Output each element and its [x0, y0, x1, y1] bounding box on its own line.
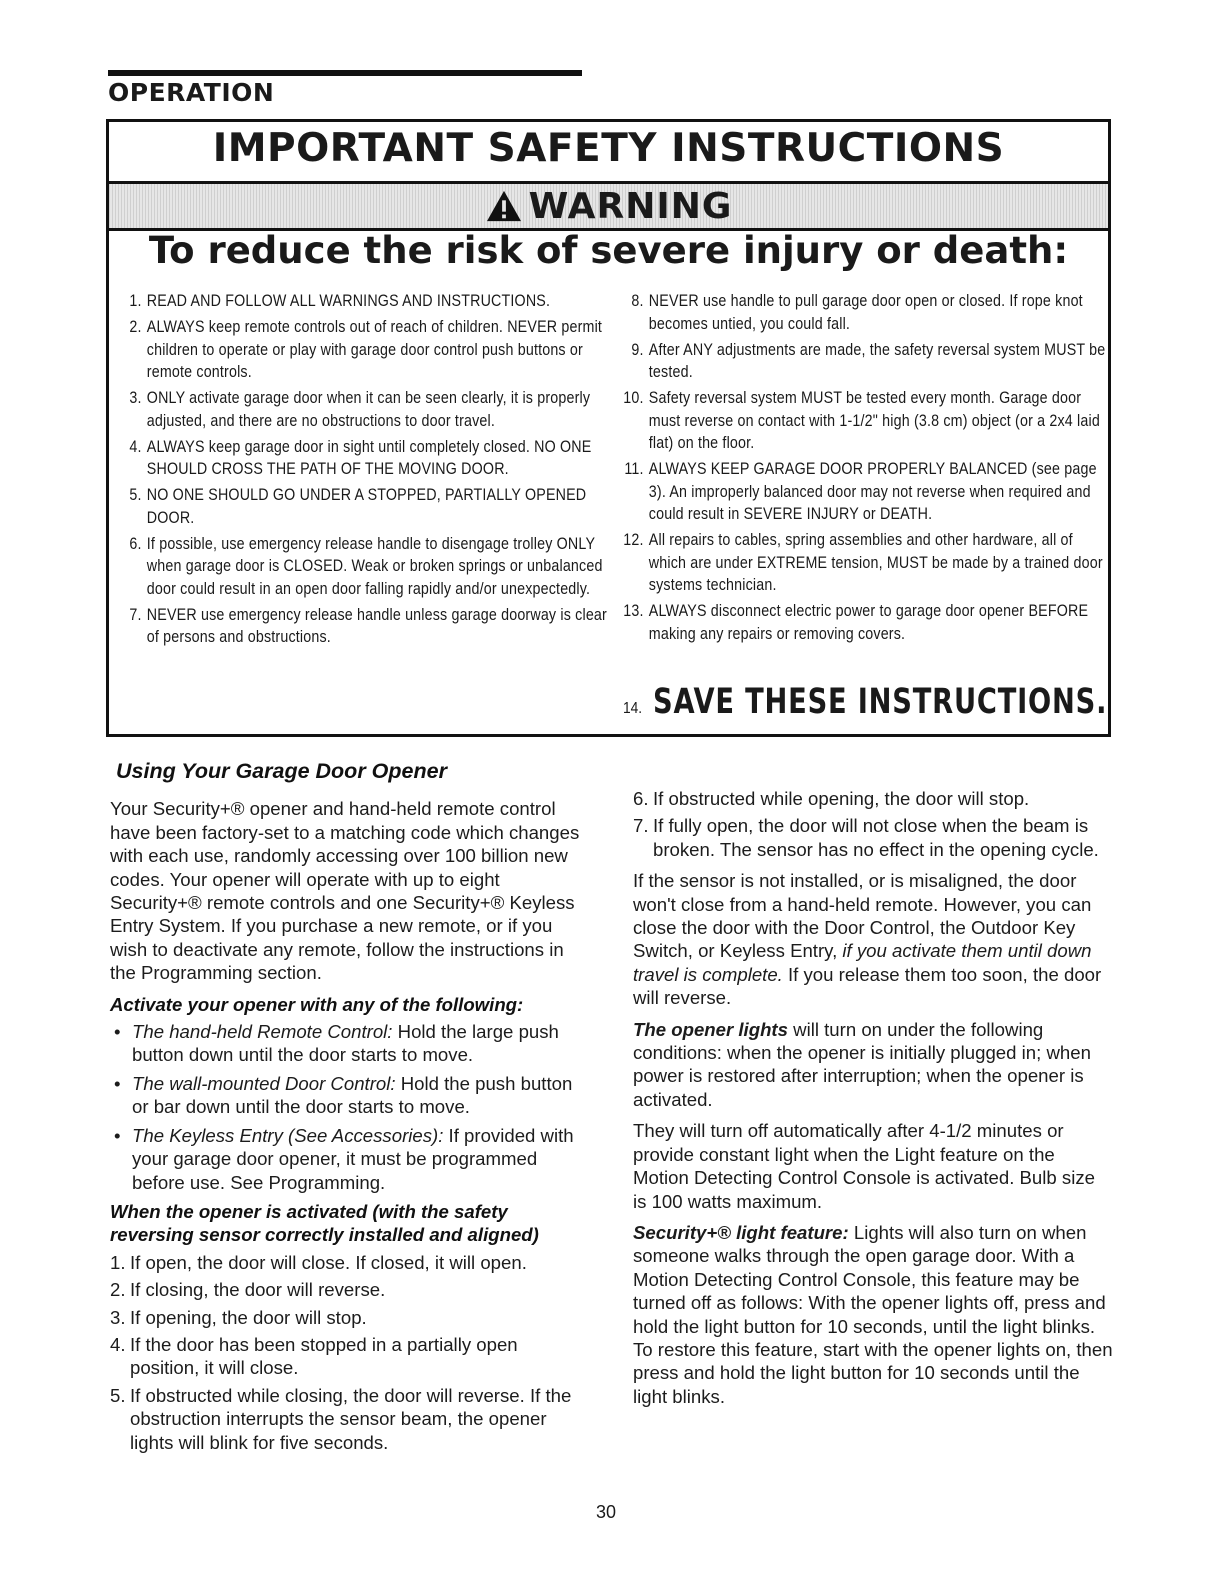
save-number: 14. — [623, 700, 643, 717]
list-item: 1. If open, the door will close. If closed, it will open. — [110, 1251, 527, 1273]
list-item: 2. If closing, the door will reverse. — [110, 1279, 386, 1301]
safety-item: 6. If possible, use emergency release handle to disengage trolley ONLY when garage door is CLOSED. Weak or broken springs or unbalanced door could result in an open door falling rapidly and/or unexpectedly. — [129, 533, 603, 598]
using-opener-heading: Using Your Garage Door Opener — [116, 759, 447, 783]
top-rule — [108, 70, 582, 76]
intro-paragraph: Your Security+® opener and hand-held remote control have been factory-set to a matching code which changes with each use, randomly accessing over 100 billion new codes. Your opener will operate with up to eight Security+® remote controls and one Security+® Keyless Entry System. If you purchase a new remote, or if you wish to deactivate any remote, follow the instructions in the Programming section. — [110, 798, 580, 984]
safety-item: 13. ALWAYS disconnect electric power to garage door opener BEFORE making any repairs or removing covers. — [623, 601, 1089, 643]
behavior-steps-list — [110, 1251, 580, 1454]
warning-triangle-icon — [485, 189, 523, 223]
safety-item: 7. NEVER use emergency release handle unless garage doorway is clear of persons and obstructions. — [129, 604, 607, 646]
save-instructions-item — [623, 682, 1212, 722]
warning-label-group — [485, 186, 733, 227]
safety-instructions-box — [106, 119, 1111, 737]
safety-item: 10. Safety reversal system MUST be tested every month. Garage door must reverse on contact with 1-1/2" high (3.8 cm) object (or a 2x4 laid flat) on the floor. — [623, 388, 1100, 452]
safety-list-right — [623, 290, 1113, 649]
list-item: 4. If the door has been stopped in a partially open position, it will close. — [110, 1333, 518, 1379]
activate-heading: Activate your opener with any of the following: — [110, 993, 524, 1015]
risk-heading: To reduce the risk of severe injury or death: — [148, 229, 1069, 272]
list-item: • The Keyless Entry (See Accessories): If provided with your garage door opener, it must be programmed before use. See Programming. — [114, 1124, 574, 1193]
light-feature-paragraph: Security+® light feature: Lights will also turn on when someone walks through the open garage door. With a Motion Detecting Control Console, this feature may be turned off as follows: With the opener lights off, press and hold the light button for 10 seconds, until the light blinks. To restore this feature, start with the opener lights on, then press and hold the light button for 10 seconds until the light blinks. — [633, 1221, 1113, 1407]
list-item: 5. If obstructed while closing, the door will reverse. If the obstruction interrupts the sensor beam, the opener lights will blink for five seconds. — [110, 1384, 572, 1453]
save-instructions-text: SAVE THESE INSTRUCTIONS. — [653, 682, 1108, 722]
warning-band — [109, 181, 1108, 231]
list-item: • The hand-held Remote Control: Hold the large push button down until the door starts to move. — [114, 1021, 559, 1066]
safety-item: 1. READ AND FOLLOW ALL WARNINGS AND INSTRUCTIONS. — [129, 291, 551, 310]
list-item: 7. If fully open, the door will not close when the beam is broken. The sensor has no effect in the opening cycle. — [633, 815, 1099, 860]
safety-item: 5. NO ONE SHOULD GO UNDER A STOPPED, PARTIALLY OPENED DOOR. — [129, 485, 587, 527]
safety-item: 9. After ANY adjustments are made, the safety reversal system MUST be tested. — [631, 339, 1106, 381]
safety-list-left — [121, 290, 611, 652]
safety-item: 2. ALWAYS keep remote controls out of reach of children. NEVER permit children to operate or play with garage door control push buttons or remote controls. — [129, 317, 603, 381]
sensor-paragraph: If the sensor is not installed, or is misaligned, the door won't close from a hand-held remote. However, you can close the door with the Door Control, the Outdoor Key Switch, or Keyless Entry, if you activate them until down travel is complete. If you release them too soon, the door will reverse. — [633, 870, 1102, 1009]
right-column — [633, 787, 1113, 1416]
auto-off-paragraph: They will turn off automatically after 4-1/2 minutes or provide constant light when the Light feature on the Motion Detecting Control Console is activated. Bulb size is 100 watts maximum. — [633, 1120, 1095, 1212]
behavior-steps-list-continued — [633, 787, 1113, 861]
safety-item: 8. NEVER use handle to pull garage door open or closed. If rope knot becomes untied, you could fall. — [631, 291, 1083, 333]
page-number: 30 — [595, 1502, 617, 1522]
activation-methods-list — [110, 1020, 580, 1194]
opener-lights-paragraph: The opener lights will turn on under the following conditions: when the opener is initially plugged in; when power is restored after interruption; when the opener is activated. — [633, 1018, 1091, 1110]
safety-item: 3. ONLY activate garage door when it can be seen clearly, it is properly adjusted, and there are no obstructions to door travel. — [129, 388, 591, 430]
list-item: 3. If opening, the door will stop. — [110, 1306, 367, 1328]
safety-title: IMPORTANT SAFETY INSTRUCTIONS — [212, 126, 1005, 171]
warning-label: WARNING — [528, 185, 733, 227]
activated-heading: When the opener is activated (with the safety reversing sensor correctly installed and aligned) — [110, 1200, 539, 1246]
list-item: 6. If obstructed while opening, the door will stop. — [633, 788, 1030, 809]
safety-item: 11. ALWAYS KEEP GARAGE DOOR PROPERLY BALANCED (see page 3). An improperly balanced door may not reverse when required and could result in SEVERE INJURY or DEATH. — [624, 459, 1097, 523]
safety-item: 12. All repairs to cables, spring assemblies and other hardware, all of which are under EXTREME tension, MUST be made by a trained door systems technician. — [623, 530, 1103, 594]
safety-item: 4. ALWAYS keep garage door in sight until completely closed. NO ONE SHOULD CROSS THE PATH OF THE MOVING DOOR. — [129, 436, 592, 478]
left-column — [110, 760, 580, 1462]
section-heading: OPERATION — [108, 78, 275, 107]
list-item: • The wall-mounted Door Control: Hold the push button or bar down until the door starts to move. — [114, 1072, 573, 1118]
